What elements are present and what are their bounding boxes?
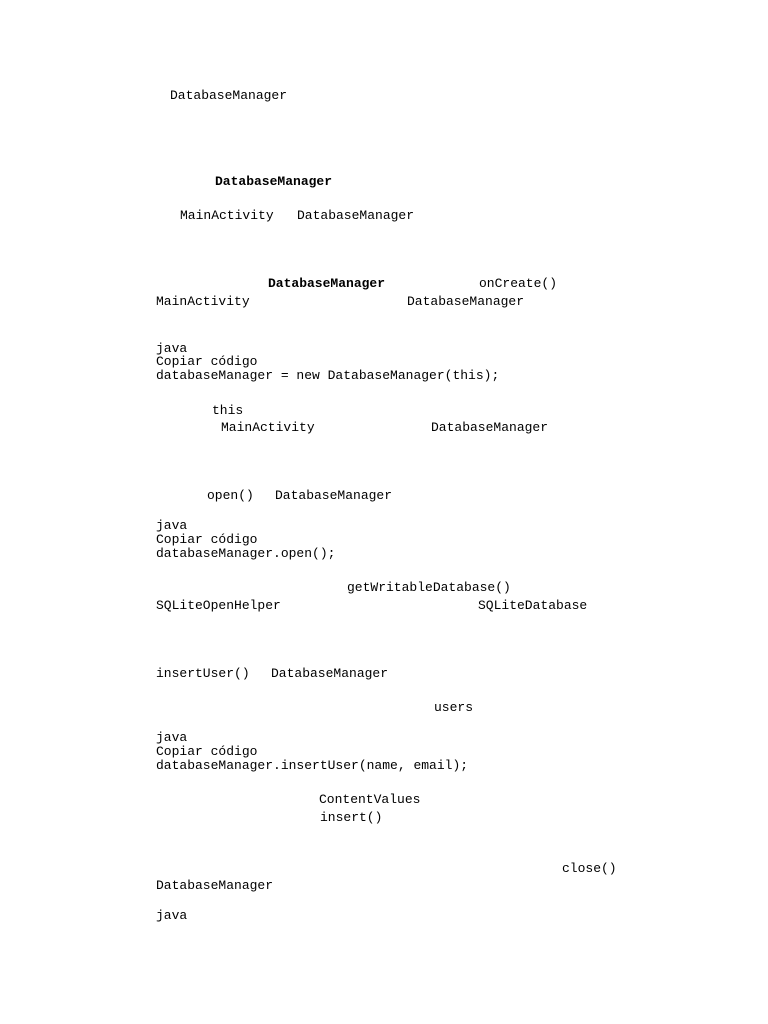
on-create-text: onCreate() [479,276,558,291]
close-method-text: close() [562,861,617,876]
code-language-label: java [156,341,188,356]
open-method-text: open() [207,488,254,503]
database-manager-text: DatabaseManager [407,294,525,309]
this-keyword-text: this [212,403,244,418]
code-language-label: java [156,518,188,533]
code-line: databaseManager.insertUser(name, email); [156,758,469,773]
main-activity-text: MainActivity [221,420,315,435]
copy-code-label: Copiar código [156,744,258,759]
sqlite-open-helper-text: SQLiteOpenHelper [156,598,281,613]
copy-code-label: Copiar código [156,532,258,547]
code-language-label: java [156,730,188,745]
users-table-text: users [434,700,474,715]
insert-user-text: insertUser() [156,666,250,681]
code-language-label: java [156,908,188,923]
copy-code-label: Copiar código [156,354,258,369]
database-manager-text: DatabaseManager [275,488,393,503]
content-values-text: ContentValues [319,792,421,807]
section-heading: DatabaseManager [268,276,386,291]
main-activity-text: MainActivity [156,294,250,309]
database-manager-text: DatabaseManager [271,666,389,681]
database-manager-text: DatabaseManager [297,208,415,223]
database-manager-text: DatabaseManager [156,878,274,893]
class-name-text: DatabaseManager [170,88,288,103]
section-heading: DatabaseManager [215,174,333,189]
sqlite-database-text: SQLiteDatabase [478,598,588,613]
insert-method-text: insert() [320,810,383,825]
database-manager-text: DatabaseManager [431,420,549,435]
code-line: databaseManager.open(); [156,546,336,561]
main-activity-text: MainActivity [180,208,274,223]
code-line: databaseManager = new DatabaseManager(this); [156,368,500,383]
get-writable-database-text: getWritableDatabase() [347,580,511,595]
